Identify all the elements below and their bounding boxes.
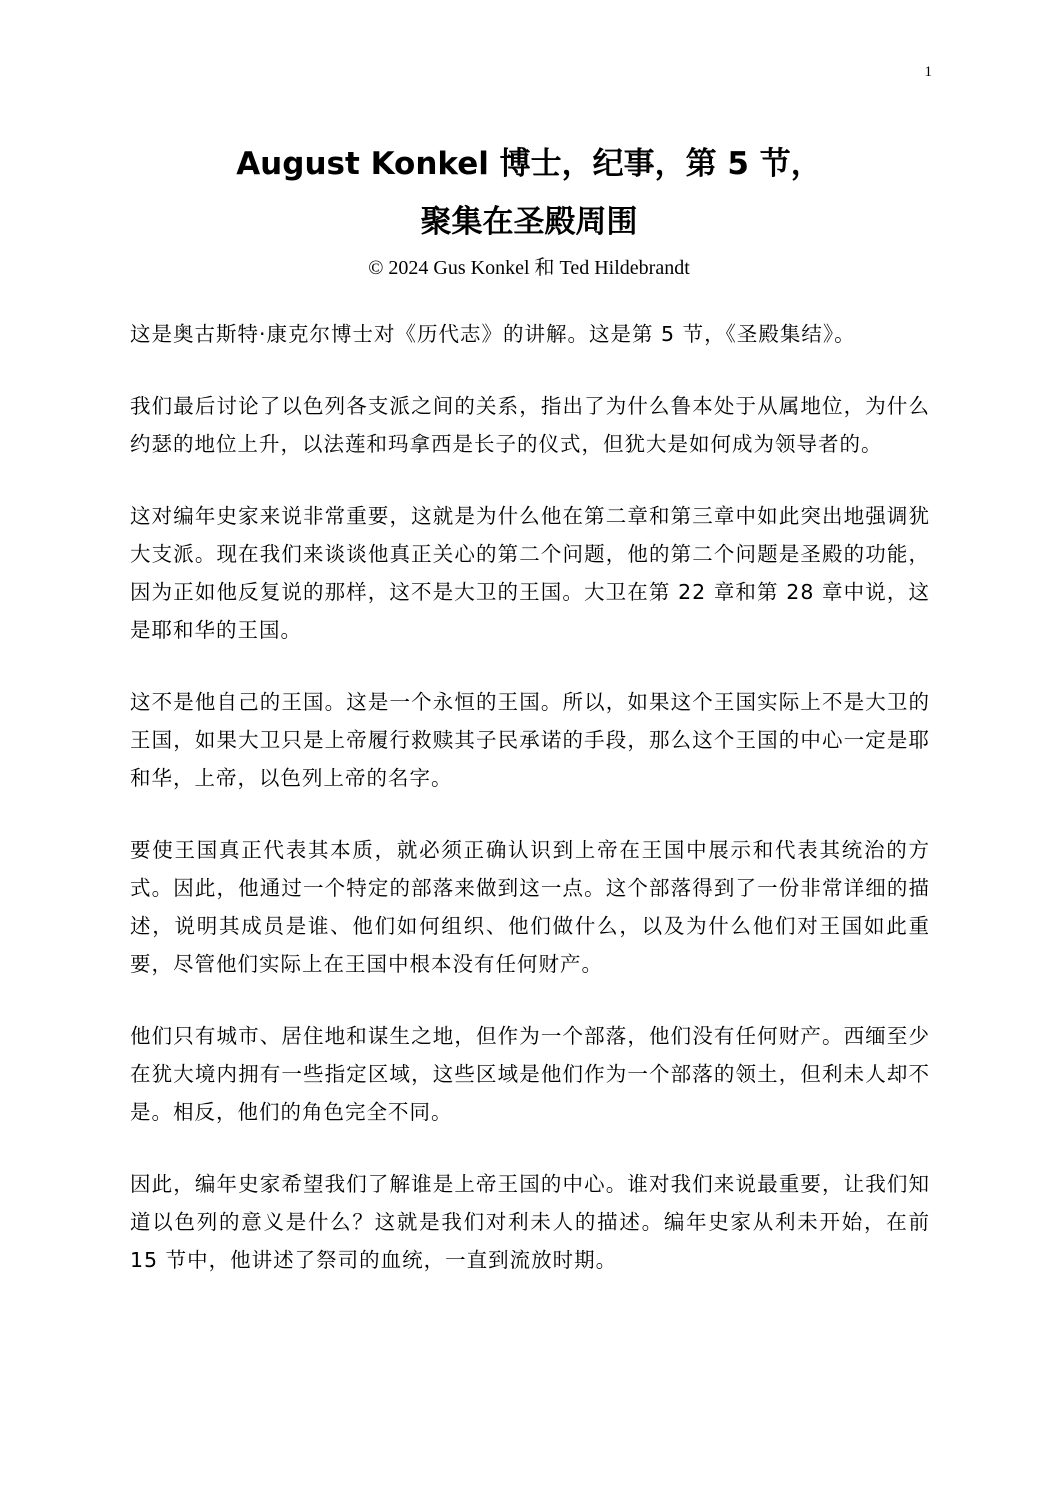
document-title-line-1: August Konkel 博士，纪事，第 5 节，: [236, 146, 822, 182]
paragraph: 他们只有城市、居住地和谋生之地，但作为一个部落，他们没有任何财产。西缅至少在犹大境内拥有一些指定区域，这些区域是他们作为一个部落的领土，但利未人却不是。相反，他们的角色完全不同。: [130, 1024, 930, 1124]
document-title-line-2: 聚集在圣殿周围: [420, 204, 638, 240]
paragraph: 要使王国真正代表其本质，就必须正确认识到上帝在王国中展示和代表其统治的方式。因此，他通过一个特定的部落来做到这一点。这个部落得到了一份非常详细的描述，说明其成员是谁、他们如何组织、他们做什么，以及为什么他们对王国如此重要，尽管他们实际上在王国中根本没有任何财产。: [130, 838, 930, 976]
document-body: [130, 315, 930, 1313]
paragraph: 我们最后讨论了以色列各支派之间的关系，指出了为什么鲁本处于从属地位，为什么约瑟的地位上升，以法莲和玛拿西是长子的仪式，但犹大是如何成为领导者的。: [130, 394, 930, 456]
page-number: 1: [924, 64, 932, 80]
paragraph: 因此，编年史家希望我们了解谁是上帝王国的中心。谁对我们来说最重要，让我们知道以色列的意义是什么？这就是我们对利未人的描述。编年史家从利未开始，在前 15 节中，他讲述了祭司的血统，一直到流放时期。: [130, 1172, 930, 1272]
copyright-notice: © 2024 Gus Konkel 和 Ted Hildebrandt: [368, 257, 690, 279]
paragraph: 这对编年史家来说非常重要，这就是为什么他在第二章和第三章中如此突出地强调犹大支派。现在我们来谈谈他真正关心的第二个问题，他的第二个问题是圣殿的功能，因为正如他反复说的那样，这不是大卫的王国。大卫在第 22 章和第 28 章中说，这是耶和华的王国。: [130, 504, 930, 642]
paragraph: 这不是他自己的王国。这是一个永恒的王国。所以，如果这个王国实际上不是大卫的王国，如果大卫只是上帝履行救赎其子民承诺的手段，那么这个王国的中心一定是耶和华，上帝，以色列上帝的名字。: [130, 690, 930, 790]
paragraph: 这是奥古斯特·康克尔博士对《历代志》的讲解。这是第 5 节，《圣殿集结》。: [130, 322, 856, 346]
